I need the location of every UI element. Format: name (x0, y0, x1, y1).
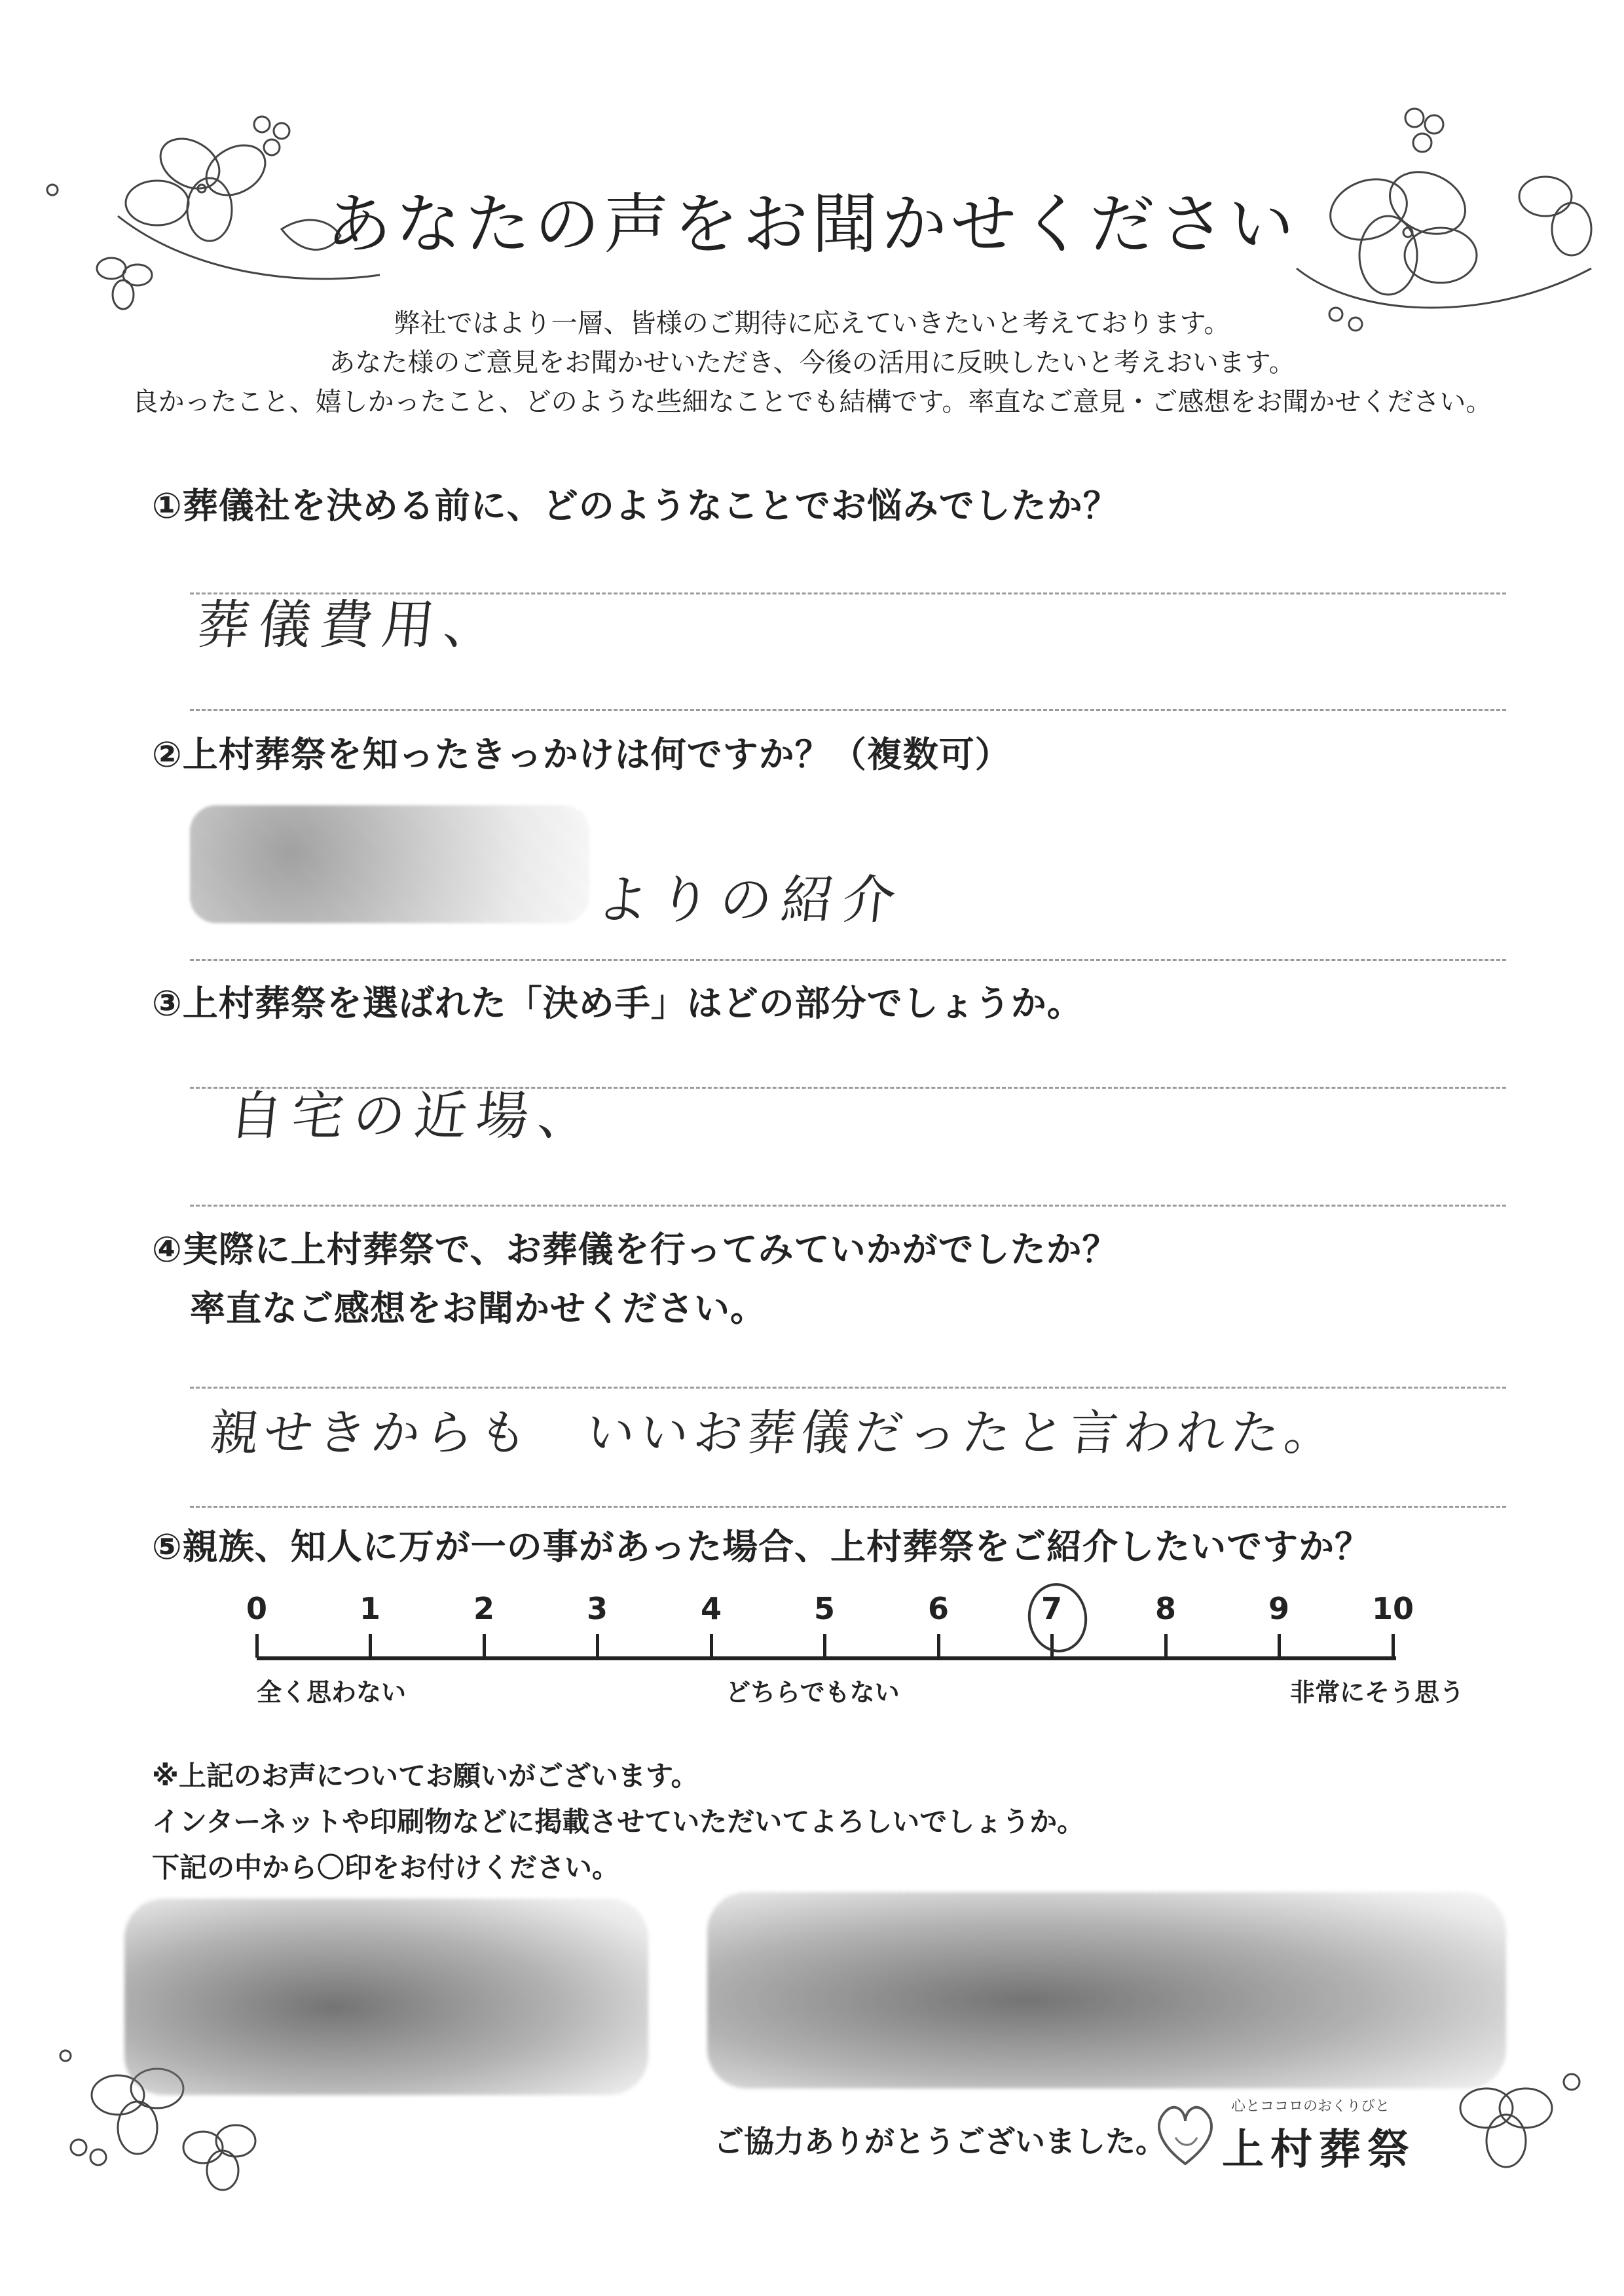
question-2-label: ②上村葬祭を知ったきっかけは何ですか？（複数可） (152, 734, 1011, 775)
scale-number-10[interactable]: 10 (1371, 1591, 1414, 1626)
intro-line-3: 良かったこと、嬉しかったこと、どのような些細なことでも結構です。率直なご意見・ご感想をお聞かせください。 (132, 387, 1492, 417)
rating-scale-line (257, 1656, 1396, 1660)
note-line-3: 下記の中から〇印をお付けください。 (152, 1851, 620, 1884)
question-2-answer[interactable]: よりの紹介 (593, 869, 908, 930)
scale-number-2[interactable]: 2 (473, 1591, 494, 1626)
scale-middle-label: どちらでもない (726, 1678, 900, 1707)
redacted-area (190, 805, 589, 923)
note-line-2: インターネットや印刷物などに掲載させていただいてよろしいでしょうか。 (152, 1806, 1085, 1838)
answer-line (190, 1506, 1506, 1508)
scale-number-1[interactable]: 1 (359, 1591, 380, 1626)
intro-line-2: あなた様のご意見をお聞かせいただき、今後の活用に反映したいと考えおいます。 (329, 348, 1295, 378)
question-5-label: ⑤親族、知人に万が一の事があった場合、上村葬祭をご紹介したいですか？ (152, 1526, 1371, 1567)
scale-number-4[interactable]: 4 (700, 1591, 722, 1626)
scale-tick (1164, 1634, 1168, 1658)
logo-tagline: 心とココロのおくりびと (1231, 2098, 1390, 2115)
scale-left-label: 全く思わない (257, 1678, 407, 1707)
question-1-answer[interactable]: 葬儀費用、 (194, 594, 509, 655)
page-title: あなたの声をお聞かせください (326, 186, 1298, 263)
answer-line (190, 1387, 1506, 1389)
scale-tick (483, 1634, 486, 1658)
question-3-label: ③上村葬祭を選ばれた「決め手」はどの部分でしょうか。 (152, 983, 1083, 1024)
scale-number-5[interactable]: 5 (813, 1591, 835, 1626)
scale-tick (369, 1634, 372, 1658)
scale-number-7[interactable]: 7 (1041, 1591, 1062, 1626)
question-4-sublabel: 率直なご感想をお聞かせください。 (190, 1288, 766, 1329)
scale-number-3[interactable]: 3 (586, 1591, 608, 1626)
intro-line-1: 弊社ではより一層、皆様のご期待に応えていきたいと考えております。 (394, 308, 1230, 338)
scale-tick (937, 1634, 940, 1658)
scale-tick (596, 1634, 599, 1658)
scale-tick (1392, 1634, 1395, 1658)
question-4-answer[interactable]: 親せきからも いいお葬儀だったと言われた。 (207, 1405, 1341, 1461)
note-line-1: ※上記のお声についてお願いがございます。 (152, 1760, 699, 1792)
scale-tick (1278, 1634, 1281, 1658)
question-4-label: ④実際に上村葬祭で、お葬儀を行ってみていかがでしたか？ (152, 1229, 1118, 1270)
answer-line (190, 709, 1506, 711)
answer-line (190, 959, 1506, 961)
scale-tick (823, 1634, 826, 1658)
question-3-answer[interactable]: 自宅の近場、 (227, 1085, 603, 1146)
scale-number-6[interactable]: 6 (927, 1591, 949, 1626)
scale-tick (255, 1634, 259, 1658)
question-1-label: ①葬儀社を決める前に、どのようなことでお悩みでしたか？ (152, 485, 1119, 526)
heart-logo-icon (1153, 2098, 1218, 2170)
redacted-consent-right (707, 1892, 1506, 2088)
logo-name: 上村葬祭 (1222, 2126, 1416, 2174)
answer-line (190, 1205, 1506, 1207)
scale-tick (710, 1634, 713, 1658)
scale-number-9[interactable]: 9 (1268, 1591, 1289, 1626)
scale-number-0[interactable]: 0 (246, 1591, 267, 1626)
redacted-consent-left (124, 1899, 648, 2095)
thanks-message: ご協力ありがとうございました。 (714, 2124, 1166, 2159)
scale-right-label: 非常にそう思う (1290, 1678, 1465, 1707)
scale-number-8[interactable]: 8 (1154, 1591, 1176, 1626)
